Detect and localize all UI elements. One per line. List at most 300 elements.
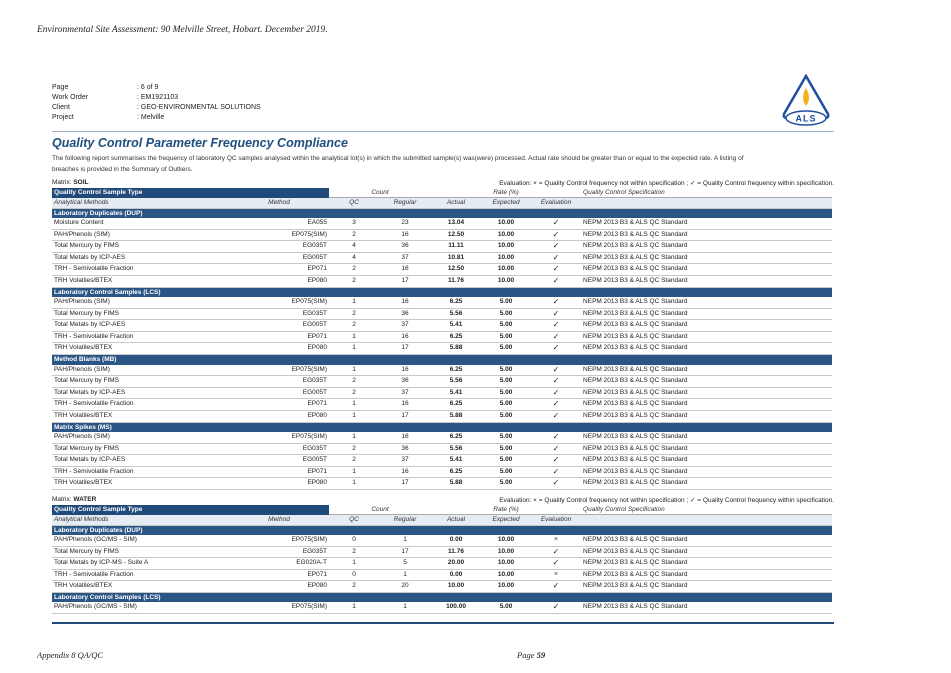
qc-count-cell: 2: [329, 443, 379, 455]
actual-rate-cell: 5.41: [431, 387, 481, 399]
expected-rate-cell: 5.00: [481, 308, 531, 320]
group-row: [52, 592, 832, 602]
table-row: [52, 443, 832, 455]
analyte-cell: TRH Volatiles/BTEX: [52, 275, 229, 287]
regular-count-cell: 17: [379, 478, 431, 490]
matrix-label: Matrix:: [52, 179, 72, 186]
method-cell: EP071: [229, 569, 329, 581]
analyte-cell: PAH/Phenols (SIM): [52, 365, 229, 376]
check-icon: ✓: [531, 297, 581, 308]
method-cell: EP080: [229, 581, 329, 593]
check-icon: ✓: [531, 602, 581, 613]
method-cell: EP075(SIM): [229, 535, 329, 546]
group-title: Laboratory Control Samples (LCS): [52, 287, 832, 297]
spec-cell: NEPM 2013 B3 & ALS QC Standard: [581, 387, 832, 399]
logo-flame: [803, 88, 809, 106]
matrix-label: Matrix:: [52, 496, 72, 503]
group-title: Laboratory Control Samples (LCS): [52, 592, 832, 602]
spec-cell: NEPM 2013 B3 & ALS QC Standard: [581, 264, 832, 276]
spec-header: Quality Control Specification: [581, 505, 832, 515]
method-cell: EG035T: [229, 443, 329, 455]
method-cell: EP075(SIM): [229, 602, 329, 613]
actual-rate-cell: 10.00: [431, 581, 481, 593]
table-row: [52, 410, 832, 422]
analyte-cell: TRH Volatiles/BTEX: [52, 478, 229, 490]
method-cell: EP071: [229, 331, 329, 343]
regular-count-cell: 36: [379, 241, 431, 253]
regular-count-cell: 16: [379, 466, 431, 478]
expected-rate-cell: 5.00: [481, 343, 531, 355]
regular-count-cell: 16: [379, 432, 431, 443]
method-cell: EG035T: [229, 241, 329, 253]
check-icon: ✓: [531, 410, 581, 422]
table-row: [52, 581, 832, 593]
expected-rate-cell: 10.00: [481, 264, 531, 276]
group-row: [52, 208, 832, 218]
expected-rate-cell: 5.00: [481, 466, 531, 478]
qc-count-cell: 0: [329, 535, 379, 546]
analyte-cell: Total Metals by ICP-AES: [52, 252, 229, 264]
regular-count-cell: 1: [379, 569, 431, 581]
check-icon: ✓: [531, 466, 581, 478]
method-cell: EP080: [229, 478, 329, 490]
actual-rate-cell: 0.00: [431, 569, 481, 581]
spec-cell: NEPM 2013 B3 & ALS QC Standard: [581, 308, 832, 320]
table-row: [52, 399, 832, 411]
meta-row: [52, 83, 261, 93]
rate-header: Rate (%): [431, 505, 581, 515]
table-row: [52, 229, 832, 241]
page-title: Quality Control Parameter Frequency Compliance: [52, 136, 348, 150]
regular-count-cell: 36: [379, 443, 431, 455]
regular-count-cell: 1: [379, 602, 431, 613]
actual-rate-cell: 5.88: [431, 343, 481, 355]
expected-rate-cell: 10.00: [481, 229, 531, 241]
check-icon: ✓: [531, 376, 581, 388]
meta-value: : EM1921103: [137, 94, 179, 101]
check-icon: ✓: [531, 308, 581, 320]
methods-header: Analytical Methods: [52, 515, 229, 526]
spec-cell: NEPM 2013 B3 & ALS QC Standard: [581, 376, 832, 388]
regular-count-cell: 16: [379, 399, 431, 411]
spec-cell: NEPM 2013 B3 & ALS QC Standard: [581, 399, 832, 411]
expected-rate-cell: 5.00: [481, 455, 531, 467]
spec-cell: NEPM 2013 B3 & ALS QC Standard: [581, 432, 832, 443]
spec-cell: NEPM 2013 B3 & ALS QC Standard: [581, 343, 832, 355]
table-row: [52, 241, 832, 253]
meta-label: Work Order: [52, 94, 89, 101]
check-icon: ✓: [531, 546, 581, 558]
qc-count-cell: 3: [329, 218, 379, 229]
qc-count-cell: 2: [329, 229, 379, 241]
qc-count-cell: 2: [329, 546, 379, 558]
matrix-name: SOIL: [73, 179, 89, 186]
count-header: Count: [329, 188, 431, 198]
qc-type-header: Quality Control Sample Type: [52, 505, 329, 515]
spec-cell: NEPM 2013 B3 & ALS QC Standard: [581, 320, 832, 332]
expected-rate-cell: 5.00: [481, 365, 531, 376]
evaluation-header: Evaluation: [531, 198, 581, 209]
qc-count-cell: 1: [329, 399, 379, 411]
meta-row: [52, 103, 261, 113]
spec-cell: NEPM 2013 B3 & ALS QC Standard: [581, 602, 832, 613]
qc-count-cell: 2: [329, 275, 379, 287]
regular-header: Regular: [379, 198, 431, 209]
analyte-cell: TRH - Semivolatile Fraction: [52, 264, 229, 276]
table-row: [52, 365, 832, 376]
table-row: [52, 432, 832, 443]
check-icon: ✓: [531, 331, 581, 343]
regular-count-cell: 16: [379, 297, 431, 308]
regular-count-cell: 37: [379, 320, 431, 332]
spec-header: Quality Control Specification: [581, 188, 832, 198]
logo-text: ALS: [795, 113, 817, 124]
spec-cell: NEPM 2013 B3 & ALS QC Standard: [581, 443, 832, 455]
regular-count-cell: 16: [379, 365, 431, 376]
actual-rate-cell: 10.81: [431, 252, 481, 264]
rate-header: Rate (%): [431, 188, 581, 198]
footer-page: [517, 650, 545, 660]
meta-value: : 6 of 9: [137, 84, 159, 91]
water-matrix-caption: [52, 496, 96, 504]
group-row: [52, 355, 832, 365]
cross-icon: ×: [531, 569, 581, 581]
als-logo: [781, 74, 831, 126]
qc-count-cell: 2: [329, 455, 379, 467]
method-cell: EG005T: [229, 387, 329, 399]
group-row: [52, 422, 832, 432]
qc-count-cell: 4: [329, 252, 379, 264]
analyte-cell: Total Metals by ICP-AES: [52, 455, 229, 467]
expected-rate-cell: 5.00: [481, 602, 531, 613]
regular-count-cell: 37: [379, 455, 431, 467]
table-row: [52, 602, 832, 613]
method-cell: EG035T: [229, 546, 329, 558]
qc-count-cell: 1: [329, 558, 379, 570]
expected-rate-cell: 5.00: [481, 376, 531, 388]
group-title: Laboratory Duplicates (DUP): [52, 525, 832, 535]
header-rule: [52, 131, 834, 132]
actual-rate-cell: 5.56: [431, 376, 481, 388]
table-row: [52, 264, 832, 276]
qc-count-cell: 2: [329, 376, 379, 388]
expected-rate-cell: 10.00: [481, 275, 531, 287]
footer-appendix: Appendix 8 QA/QC: [37, 650, 104, 660]
check-icon: ✓: [531, 558, 581, 570]
method-cell: EG005T: [229, 320, 329, 332]
expected-rate-cell: 10.00: [481, 558, 531, 570]
water-qc-table: [52, 505, 832, 614]
check-icon: ✓: [531, 443, 581, 455]
water-matrix-line: [52, 496, 834, 504]
regular-count-cell: 37: [379, 252, 431, 264]
qc-count-cell: 2: [329, 320, 379, 332]
table-row: [52, 218, 832, 229]
actual-rate-cell: 5.88: [431, 410, 481, 422]
actual-rate-cell: 13.04: [431, 218, 481, 229]
check-icon: ✓: [531, 365, 581, 376]
header-row: [52, 188, 832, 198]
regular-count-cell: 17: [379, 275, 431, 287]
table-row: [52, 297, 832, 308]
group-title: Laboratory Duplicates (DUP): [52, 208, 832, 218]
analyte-cell: Total Metals by ICP-AES: [52, 387, 229, 399]
cross-icon: ×: [531, 535, 581, 546]
meta-row: [52, 93, 261, 103]
spec-cell: NEPM 2013 B3 & ALS QC Standard: [581, 581, 832, 593]
check-icon: ✓: [531, 478, 581, 490]
meta-label: Client: [52, 104, 70, 111]
check-icon: ✓: [531, 581, 581, 593]
analyte-cell: PAH/Phenols (GC/MS - SIM): [52, 535, 229, 546]
spec-cell: NEPM 2013 B3 & ALS QC Standard: [581, 252, 832, 264]
spec-cell: NEPM 2013 B3 & ALS QC Standard: [581, 218, 832, 229]
expected-rate-cell: 10.00: [481, 546, 531, 558]
analyte-cell: Total Mercury by FIMS: [52, 443, 229, 455]
check-icon: ✓: [531, 343, 581, 355]
meta-value: : Melville: [137, 114, 165, 121]
analyte-cell: PAH/Phenols (SIM): [52, 229, 229, 241]
header-row: [52, 505, 832, 515]
method-cell: EP075(SIM): [229, 297, 329, 308]
meta-label: Page: [52, 84, 69, 91]
evaluation-header: Evaluation: [531, 515, 581, 526]
check-icon: ✓: [531, 387, 581, 399]
report-header: Environmental Site Assessment: 90 Melville Street, Hobart. December 2019.: [37, 25, 328, 35]
actual-rate-cell: 5.56: [431, 308, 481, 320]
actual-rate-cell: 6.25: [431, 331, 481, 343]
qc-header: QC: [329, 515, 379, 526]
method-cell: EG005T: [229, 252, 329, 264]
analyte-cell: TRH - Semivolatile Fraction: [52, 399, 229, 411]
actual-rate-cell: 11.76: [431, 546, 481, 558]
page-label: Page: [517, 650, 535, 660]
method-cell: EP071: [229, 466, 329, 478]
soil-matrix-line: [52, 179, 834, 187]
expected-rate-cell: 10.00: [481, 241, 531, 253]
meta-row: [52, 113, 261, 123]
soil-qc-table: [52, 188, 832, 490]
expected-rate-cell: 5.00: [481, 331, 531, 343]
actual-rate-cell: 100.00: [431, 602, 481, 613]
table-row: [52, 455, 832, 467]
check-icon: ✓: [531, 264, 581, 276]
spec-cell: NEPM 2013 B3 & ALS QC Standard: [581, 331, 832, 343]
table-row: [52, 478, 832, 490]
regular-count-cell: 36: [379, 376, 431, 388]
regular-count-cell: 17: [379, 410, 431, 422]
regular-count-cell: 36: [379, 308, 431, 320]
check-icon: ✓: [531, 241, 581, 253]
table-row: [52, 275, 832, 287]
spec-cell: NEPM 2013 B3 & ALS QC Standard: [581, 229, 832, 241]
regular-count-cell: 16: [379, 331, 431, 343]
regular-count-cell: 20: [379, 581, 431, 593]
table-row: [52, 558, 832, 570]
expected-rate-cell: 10.00: [481, 581, 531, 593]
check-icon: ✓: [531, 275, 581, 287]
matrix-name: WATER: [73, 496, 97, 503]
analyte-cell: TRH - Semivolatile Fraction: [52, 466, 229, 478]
regular-count-cell: 16: [379, 264, 431, 276]
analyte-cell: TRH Volatiles/BTEX: [52, 343, 229, 355]
analyte-cell: Total Mercury by FIMS: [52, 241, 229, 253]
actual-rate-cell: 12.50: [431, 264, 481, 276]
analyte-cell: TRH - Semivolatile Fraction: [52, 331, 229, 343]
method-cell: EP080: [229, 410, 329, 422]
actual-rate-cell: 5.56: [431, 443, 481, 455]
table-row: [52, 387, 832, 399]
expected-rate-cell: 5.00: [481, 478, 531, 490]
spec-cell: NEPM 2013 B3 & ALS QC Standard: [581, 569, 832, 581]
qc-count-cell: 2: [329, 308, 379, 320]
regular-count-cell: 37: [379, 387, 431, 399]
regular-count-cell: 5: [379, 558, 431, 570]
method-cell: EP071: [229, 399, 329, 411]
expected-rate-cell: 5.00: [481, 432, 531, 443]
intro-paragraph: The following report summarises the frequency of laboratory QC samples analysed within the analytical lot(s) in which the submitted sample(s) was(were) processed. Actual rate should be greater than or equal to the expected rate. A listing of breaches is provided in the Summary of Outliers.: [52, 155, 744, 173]
expected-rate-cell: 10.00: [481, 569, 531, 581]
method-header: Method: [229, 515, 329, 526]
method-header: Method: [229, 198, 329, 209]
table-row: [52, 343, 832, 355]
spec-cell: NEPM 2013 B3 & ALS QC Standard: [581, 455, 832, 467]
actual-rate-cell: 5.41: [431, 320, 481, 332]
actual-rate-cell: 6.25: [431, 399, 481, 411]
method-cell: EP075(SIM): [229, 432, 329, 443]
analyte-cell: TRH Volatiles/BTEX: [52, 581, 229, 593]
spec-cell: NEPM 2013 B3 & ALS QC Standard: [581, 558, 832, 570]
analyte-cell: PAH/Phenols (GC/MS - SIM): [52, 602, 229, 613]
qc-type-header: Quality Control Sample Type: [52, 188, 329, 198]
analyte-cell: PAH/Phenols (SIM): [52, 297, 229, 308]
method-cell: EG035T: [229, 308, 329, 320]
evaluation-legend: Evaluation: × = Quality Control frequency not within specification ; ✓ = Quality Control frequency within specification.: [499, 180, 834, 187]
regular-count-cell: 23: [379, 218, 431, 229]
method-cell: EP075(SIM): [229, 365, 329, 376]
analyte-cell: Total Mercury by FIMS: [52, 546, 229, 558]
qc-count-cell: 1: [329, 602, 379, 613]
expected-rate-cell: 10.00: [481, 218, 531, 229]
meta-label: Project: [52, 114, 74, 121]
table-row: [52, 331, 832, 343]
actual-header: Actual: [431, 515, 481, 526]
expected-rate-cell: 10.00: [481, 535, 531, 546]
analyte-cell: TRH Volatiles/BTEX: [52, 410, 229, 422]
method-cell: EP075(SIM): [229, 229, 329, 241]
regular-count-cell: 16: [379, 229, 431, 241]
check-icon: ✓: [531, 252, 581, 264]
actual-rate-cell: 6.25: [431, 432, 481, 443]
group-row: [52, 525, 832, 535]
evaluation-legend: Evaluation: × = Quality Control frequency not within specification ; ✓ = Quality Control frequency within specification.: [499, 497, 834, 504]
spec-cell: NEPM 2013 B3 & ALS QC Standard: [581, 297, 832, 308]
qc-count-cell: 1: [329, 331, 379, 343]
regular-header: Regular: [379, 515, 431, 526]
group-title: Matrix Spikes (MS): [52, 422, 832, 432]
spec-cell: NEPM 2013 B3 & ALS QC Standard: [581, 275, 832, 287]
check-icon: ✓: [531, 455, 581, 467]
qc-count-cell: 0: [329, 569, 379, 581]
spec-cell: NEPM 2013 B3 & ALS QC Standard: [581, 241, 832, 253]
spec-cell: NEPM 2013 B3 & ALS QC Standard: [581, 365, 832, 376]
analyte-cell: TRH - Semivolatile Fraction: [52, 569, 229, 581]
expected-rate-cell: 5.00: [481, 410, 531, 422]
qc-count-cell: 1: [329, 410, 379, 422]
check-icon: ✓: [531, 218, 581, 229]
analyte-cell: PAH/Phenols (SIM): [52, 432, 229, 443]
qc-count-cell: 1: [329, 365, 379, 376]
table-row: [52, 308, 832, 320]
qc-count-cell: 2: [329, 581, 379, 593]
table-row: [52, 546, 832, 558]
check-icon: ✓: [531, 432, 581, 443]
qc-count-cell: 1: [329, 478, 379, 490]
qc-count-cell: 2: [329, 387, 379, 399]
actual-rate-cell: 5.88: [431, 478, 481, 490]
page-number: 59: [536, 650, 546, 660]
methods-header: Analytical Methods: [52, 198, 229, 209]
qc-count-cell: 1: [329, 297, 379, 308]
table-row: [52, 252, 832, 264]
table-row: [52, 466, 832, 478]
table-row: [52, 569, 832, 581]
qc-count-cell: 1: [329, 432, 379, 443]
actual-rate-cell: 6.25: [431, 297, 481, 308]
qc-count-cell: 4: [329, 241, 379, 253]
meta-value: : GEO-ENVIRONMENTAL SOLUTIONS: [137, 104, 261, 111]
expected-header: Expected: [481, 515, 531, 526]
actual-rate-cell: 12.50: [431, 229, 481, 241]
actual-rate-cell: 11.76: [431, 275, 481, 287]
expected-rate-cell: 5.00: [481, 297, 531, 308]
analyte-cell: Total Metals by ICP-AES: [52, 320, 229, 332]
qc-count-cell: 2: [329, 264, 379, 276]
method-cell: EP080: [229, 343, 329, 355]
spec-cell: NEPM 2013 B3 & ALS QC Standard: [581, 466, 832, 478]
spec-cell: NEPM 2013 B3 & ALS QC Standard: [581, 546, 832, 558]
method-cell: EG005T: [229, 455, 329, 467]
table-row: [52, 376, 832, 388]
expected-rate-cell: 5.00: [481, 320, 531, 332]
expected-rate-cell: 5.00: [481, 387, 531, 399]
table-row: [52, 320, 832, 332]
subheader-row: [52, 198, 832, 209]
actual-rate-cell: 6.25: [431, 466, 481, 478]
expected-rate-cell: 5.00: [481, 443, 531, 455]
qc-count-cell: 1: [329, 343, 379, 355]
table-end-rule: [52, 622, 834, 624]
method-cell: EG035T: [229, 376, 329, 388]
regular-count-cell: 17: [379, 546, 431, 558]
regular-count-cell: 1: [379, 535, 431, 546]
group-row: [52, 287, 832, 297]
count-header: Count: [329, 505, 431, 515]
analyte-cell: Moisture Content: [52, 218, 229, 229]
expected-rate-cell: 10.00: [481, 252, 531, 264]
method-cell: EP071: [229, 264, 329, 276]
actual-rate-cell: 20.00: [431, 558, 481, 570]
regular-count-cell: 17: [379, 343, 431, 355]
soil-matrix-caption: [52, 179, 88, 187]
actual-header: Actual: [431, 198, 481, 209]
method-cell: EG020A-T: [229, 558, 329, 570]
subheader-row: [52, 515, 832, 526]
group-title: Method Blanks (MB): [52, 355, 832, 365]
qc-header: QC: [329, 198, 379, 209]
analyte-cell: Total Mercury by FIMS: [52, 308, 229, 320]
method-cell: EA055: [229, 218, 329, 229]
